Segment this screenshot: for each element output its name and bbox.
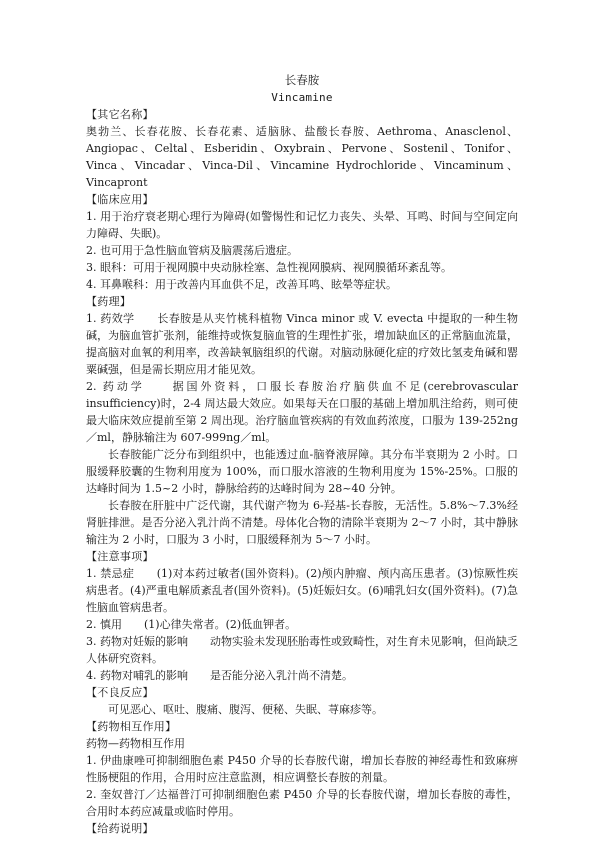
heading-clinical: 【临床应用】	[86, 193, 154, 206]
clinical-item-4: 4. 耳鼻喉科：用于改善内耳血供不足，改善耳鸣、眩晕等症状。	[86, 278, 397, 291]
document-title: 长春胺	[284, 73, 320, 87]
pharmacology-metabolism: 长春胺在肝脏中广泛代谢，其代谢产物为 6-羟基-长春胺，无活性。5.8%～7.3%经肾脏排泄。是否分泌入乳汁尚不清楚。母体化合物的清除半衰期为 2～7 小时，其中静脉输注为 2 小时，口服为 3 小时，口服缓释剂为 5～7 小时。	[86, 499, 518, 546]
interaction-item-1: 1. 伊曲康唑可抑制细胞色素 P450 介导的长春胺代谢，增加长春胺的神经毒性和致麻痹性肠梗阻的作用，合用时应注意监测，相应调整长春胺的剂量。	[86, 754, 518, 784]
pharmacology-pharmacodynamics: 1. 药效学 长春胺是从夹竹桃科植物 Vinca minor 或 V. evecta 中提取的一种生物碱，为脑血管扩张剂，能维持或恢复脑血管的生理性扩张，增加缺血区的正常脑血流量，提高脑对血氧的利用率，改善缺氧脑组织的代谢。对脑动脉硬化症的疗效比氢麦角碱和罂粟碱强，但是需长期应用才能见效。	[86, 312, 518, 376]
interactions-subheading: 药物—药物相互作用	[86, 737, 185, 750]
precaution-item-2: 2. 慎用 (1)心律失常者。(2)低血钾者。	[86, 618, 297, 631]
clinical-item-3: 3. 眼科：可用于视网膜中央动脉栓塞、急性视网膜病、视网膜循环紊乱等。	[86, 261, 452, 274]
heading-pharmacology: 【药理】	[86, 295, 132, 308]
clinical-item-2: 2. 也可用于急性脑血管病及脑震荡后遗症。	[86, 244, 298, 257]
precaution-item-1: 1. 禁忌症 (1)对本药过敏者(国外资料)。(2)颅内肿瘤、颅内高压患者。(3)惊厥性疾病患者。(4)严重电解质紊乱者(国外资料)。(5)妊娠妇女。(6)哺乳妇女(国外资料)。(7)急性脑血管病患者。	[86, 567, 518, 614]
document-subtitle: Vincamine	[271, 91, 333, 104]
heading-adverse: 【不良反应】	[86, 686, 154, 699]
heading-dosing: 【给药说明】	[86, 822, 154, 835]
precaution-item-3: 3. 药物对妊娠的影响 动物实验未发现胚胎毒性或致畸性，对生育未见影响，但尚缺乏人体研究资料。	[86, 635, 518, 665]
other-names-text: 奥勃兰、长春花胺、长春花素、适脑脉、盐酸长春胺、Aethroma、Anasclenol、Angiopac、Celtal、Esberidin、Oxybrain、Pervone、Sostenil、Tonifor、Vinca、Vincadar、Vinca-Dil、Vincamine Hydrochloride、Vincaminum、Vincapront	[86, 125, 518, 189]
adverse-text: 可见恶心、呕吐、腹痛、腹泻、便秘、失眠、荨麻疹等。	[108, 703, 383, 716]
heading-other-names: 【其它名称】	[86, 108, 154, 121]
precaution-item-4: 4. 药物对哺乳的影响 是否能分泌入乳汁尚不清楚。	[86, 669, 353, 682]
interaction-item-2: 2. 奎奴普汀／达福普汀可抑制细胞色素 P450 介导的长春胺代谢，增加长春胺的毒性，合用时本药应减量或临时停用。	[86, 788, 518, 818]
clinical-item-1: 1. 用于治疗衰老期心理行为障碍(如警惕性和记忆力丧失、头晕、耳鸣、时间与空间定向力障碍、失眠)。	[86, 210, 518, 240]
heading-interactions: 【药物相互作用】	[86, 720, 177, 733]
document-page	[86, 72, 518, 837]
pharmacology-distribution: 长春胺能广泛分布到组织中，也能透过血-脑脊液屏障。其分布半衰期为 2 小时。口服缓释胶囊的生物利用度为 100%，而口服水溶液的生物利用度为 15%-25%。口服的达峰时间为 1.5~2 小时，静脉给药的达峰时间为 28~40 分钟。	[86, 448, 518, 495]
heading-precautions: 【注意事项】	[86, 550, 154, 563]
pharmacology-pharmacokinetics: 2. 药动学 据国外资料，口服长春胺治疗脑供血不足(cerebrovascular insufficiency)时，2-4 周达最大效应。如果每天在口服的基础上增加肌注给药，则可使最大临床效应提前至第 2 周出现。治疗脑血管疾病的有效血药浓度，口服为 139-252ng／ml，静脉输注为 607-999ng／ml。	[86, 380, 518, 444]
